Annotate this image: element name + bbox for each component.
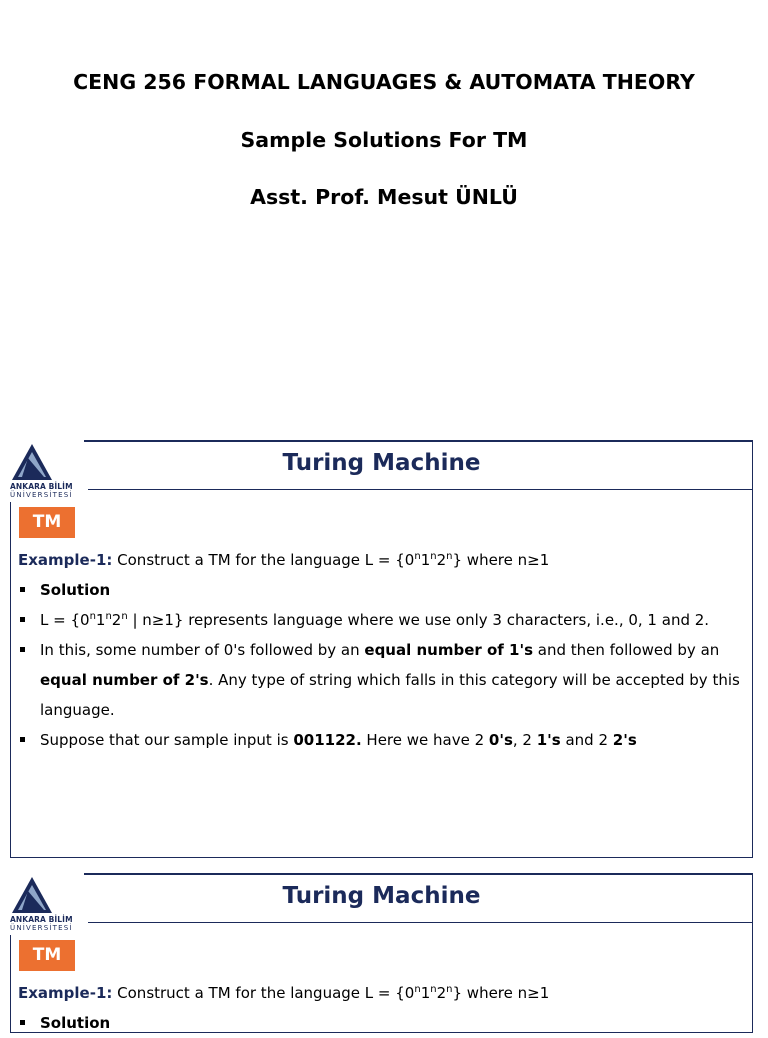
logo-name-line1: ANKARA BİLİM bbox=[10, 482, 73, 491]
logo-name-line2: ÜNİVERSİTESİ bbox=[10, 491, 73, 499]
example-line: Example-1: Construct a TM for the language $L = \{0^n1^n2^n\}$ where n≥1 bbox=[18, 551, 550, 569]
logo-name-line1: ANKARA BİLİM bbox=[10, 915, 73, 924]
example-label: Example-1: bbox=[18, 551, 113, 569]
list-item: $L = \{0^n1^n2^n$ | n≥1} represents language where we use only 3 characters, i.e., 0, 1 and 2. bbox=[18, 605, 741, 635]
slide-2 bbox=[10, 873, 753, 1033]
list-item: Solution bbox=[18, 1008, 741, 1038]
example-line: Example-1: Construct a TM for the language $L = \{0^n1^n2^n\}$ where n≥1 bbox=[18, 984, 550, 1002]
slide-title-rule bbox=[88, 922, 753, 923]
list-item: Solution bbox=[18, 575, 741, 605]
slide-title: Turing Machine bbox=[282, 450, 481, 476]
bullet-list bbox=[18, 575, 741, 755]
logo-name-line2: ÜNİVERSİTESİ bbox=[10, 924, 73, 932]
list-item: Suppose that our sample input is 001122. Here we have 2 0's, 2 1's and 2 2's bbox=[18, 725, 741, 755]
slide-top-rule bbox=[56, 873, 753, 875]
document-subtitle: Sample Solutions For TM bbox=[240, 128, 528, 152]
slide-top-rule bbox=[56, 440, 753, 442]
slide-body bbox=[18, 978, 741, 1038]
author-line: Asst. Prof. Mesut ÜNLÜ bbox=[250, 185, 518, 209]
bullet-list bbox=[18, 1008, 741, 1038]
list-item: In this, some number of 0's followed by an equal number of 1's and then followed by an equal number of 2's. Any type of string which falls in this category will be accepted by this language. bbox=[18, 635, 741, 725]
tm-badge: TM bbox=[19, 507, 75, 538]
course-title: CENG 256 FORMAL LANGUAGES & AUTOMATA THEORY bbox=[73, 70, 695, 94]
tm-badge: TM bbox=[19, 940, 75, 971]
slide-body bbox=[18, 545, 741, 755]
example-label: Example-1: bbox=[18, 984, 113, 1002]
cover-page bbox=[0, 0, 768, 440]
slide-title-rule bbox=[88, 489, 753, 490]
slide-1 bbox=[10, 440, 753, 858]
slide-title: Turing Machine bbox=[282, 883, 481, 909]
